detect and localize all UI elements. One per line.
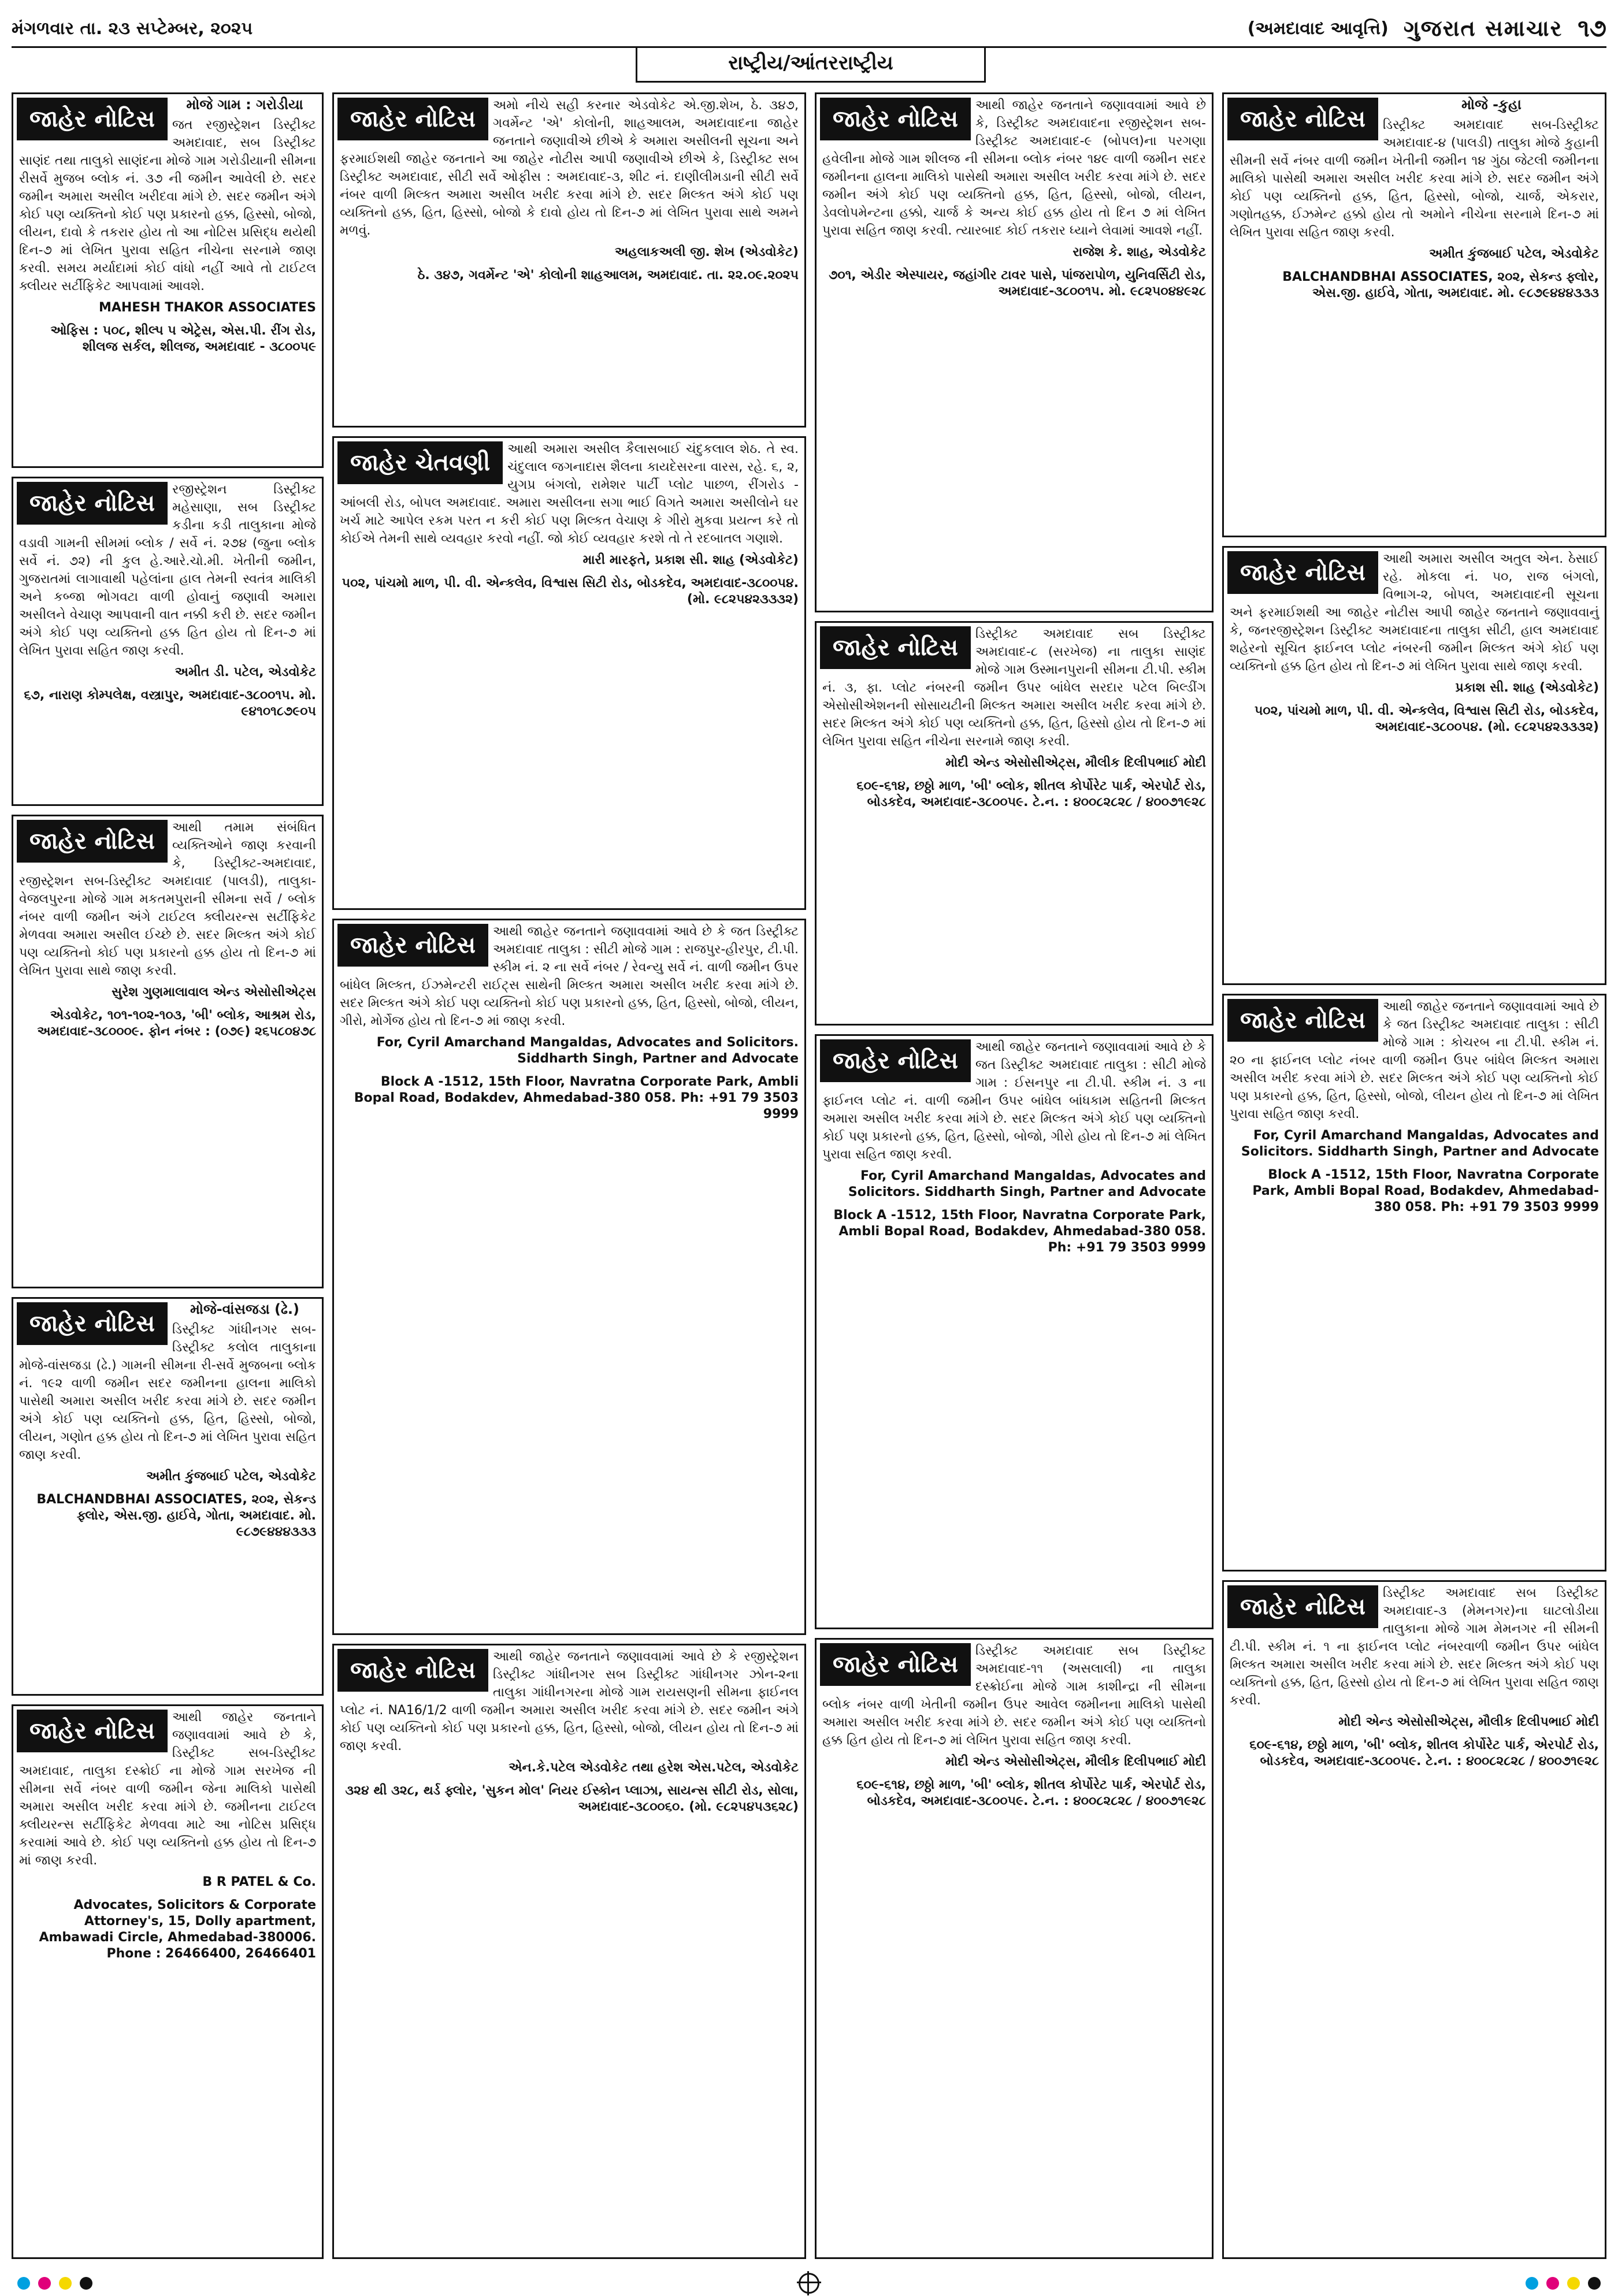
notice-heading: જાહેર નોટિસ	[17, 1302, 168, 1345]
notice-text: ડિસ્ટ્રીક્ટ અમદાવાદ સબ ડિસ્ટ્રીક્ટ અમદાવાદ-૧૧ (અસલાલી) ના તાલુકા દસ્ક્રોઈના મોજે ગામ કાશીન્દ્રા ની સીમના બ્લોક નંબર વાળી ખેતીની જમીન ઉપર આવેલ જમીનના માલિકો પાસેથી અમારા અસીલ ખરીદ કરવા માંગે છે. સદર જમીન અંગે કોઈ પણ વ્યક્તિનો હક્ક હિત હોય તો દિન-૭ માં લેખિત પુરાવા સહિત જાણ કરવી.	[822, 1644, 1206, 1748]
notice-box	[332, 1644, 806, 2259]
notice-address: Advocates, Solicitors & Corporate Attorney's, 15, Dolly apartment, Ambawadi Circle, Ahmedabad-380006. Phone : 26466400, 26466401	[39, 1898, 316, 1961]
notice-heading: જાહેર નોટિસ	[17, 98, 168, 140]
newspaper-brand: ગુજરાત સમાચાર	[1403, 15, 1563, 41]
notice-box	[12, 477, 324, 806]
notice-text: આથી અમારા અસીલ કૈલાસબાઈ ચંદુકલાલ શેઠ. તે સ્વ. ચંદુલાલ જગનાદાસ શૈલના કાયદેસરના વારસ, રહે. ૬, ૨, યુગપ્ર બંગલો, રામેશર પાર્ટી પ્લોટ પાછળ, રીંગરોડ - આંબલી રોડ, બોપલ અમદાવાદ. અમારા અસીલના સગા ભાઈ વિગતે અમારા અસીલોને ઘર ખર્ચ માટે આપેલ રકમ પરત ન કરી કોઈ પણ મિલ્કત વેચાણ કે ગીરો મુકવા પ્રયત્ન કરે તો કોઈએ તેમની સાથે વ્યવહાર કરવો નહીં. જો કોઈ વ્યવહાર કરશે તો તે રદબાતલ ગણાશે.	[340, 442, 799, 546]
notice-text: આથી જાહેર જનતાને જણાવવામાં આવે છે કે જત ડિસ્ટ્રીક્ટ અમદાવાદ તાલુકા : સીટી મોજે ગામ : રાજપુર-હીરપુર, ટી.પી. સ્કીમ નં. ૨ ના સર્વે નંબર / રેવન્યુ સર્વે નં. વાળી જમીન ઉપર બાંધેલ મિલ્કત, ઈઝમેન્ટરી રાઈટ્સ સાથેની મિલ્કત અમારા અસીલ ખરીદ કરવા માંગે છે. સદર મિલ્કત અંગે કોઈ પણ વ્યક્તિનો કોઈ પણ પ્રકારનો હક્ક, હિત, હિસ્સો, બોજો, લીયન, ગીરો, મોર્ગેજ હોય તો દિન-૭ માં જાણ કરવી.	[340, 924, 799, 1028]
notice-text: આથી જાહેર જનતાને જણાવવામાં આવે છે કે, ડિસ્ટ્રીક્ટ સબ-ડિસ્ટ્રીક્ટ અમદાવાદ, તાલુકા દસ્ક્રોઈ ના મોજે ગામ સરખેજ ની સીમના સર્વે નંબર વાળી જમીન જેના માલિકો પાસેથી અમારા અસીલ ખરીદ કરવા માંગે છે. જમીનના ટાઈટલ ક્લીયરન્સ સર્ટીફિકેટ મેળવવા માટે આ નોટિસ પ્રસિદ્ધ કરવામાં આવે છે. કોઈ પણ વ્યક્તિનો હક્ક હોય તો દિન-૭ માં જાણ કરવી.	[19, 1710, 316, 1868]
notice-signature: અમીત કુંજબાઈ પટેલ, એડવોકેટ	[1429, 247, 1599, 261]
notice-text: આથી જાહેર જનતાને જણાવવામાં આવે છે કે, ડિસ્ટ્રીક્ટ અમદાવાદના રજીસ્ટ્રેશન સબ-ડિસ્ટ્રીક્ટ અમદાવાદ-૯ (બોપલ)ના પરગણા હવેલીના મોજે ગામ શીલજ ની સીમના બ્લોક નંબર ૧૪૯ વાળી જમીન સદર જમીનના હાલના માલિકો પાસેથી અમારા અસીલ ખરીદ કરવા માંગે છે. સદર જમીન અંગે કોઈ પણ વ્યક્તિનો હક્ક, હિત, હિસ્સો, બોજો, લીયન, ડેવલોપમેન્ટના હક્કો, ચાર્જ કે અન્ય કોઈ હક્ક હોય તો દિન ૭ માં લેખિત પુરાવા સહિત જાણ કરવી. ત્યારબાદ કોઈ તકરાર ધ્યાને લેવામાં આવશે નહીં.	[822, 98, 1206, 238]
notice-address: ૫૦૨, પાંચમો માળ, પી. વી. એન્કલેવ, વિશ્વાસ સિટી રોડ, બોડકદેવ, અમદાવાદ-૩૮૦૦૫૪. (મો. ૯૮૨૫૪૨૩૩૩૨)	[1254, 704, 1599, 734]
notice-signature: મોદી એન્ડ એસોસીએટ્સ, મૌલીક દિલીપભાઈ મોદી	[945, 1755, 1206, 1769]
notice-text: રજીસ્ટ્રેશન ડિસ્ટ્રીક્ટ મહેસાણા, સબ ડિસ્ટ્રીક્ટ કડીના કડી તાલુકાના મોજે વડાવી ગામની સીમમાં બ્લોક / સર્વે નં. ૨૭૪ (જુના બ્લોક સર્વે નં. ૭૨) ની કુલ હે.આરે.ચો.મી. ખેતીની જમીન, ગુજરાતમાં લાગાવાથી પહેલાંના હાલ તેમની સ્વતંત્ર માલિકી અને કબ્જા ભોગવટા વાળી હોવાનું જણાવી અમારા અસીલને વેચાણ આપવાની વાત નક્કી કરી છે. સદર જમીન અંગે કોઈ પણ વ્યક્તિનો હક્ક હિત હોય તો દિન-૭ માં લેખિત પુરાવા સહિત જાણ કરવી.	[19, 482, 316, 658]
print-marks	[0, 2271, 1618, 2296]
notice-address: Block A -1512, 15th Floor, Navratna Corporate Park, Ambli Bopal Road, Bodakdev, Ahmedabad-380 058. Ph: +91 79 3503 9999	[1252, 1168, 1599, 1214]
notice-address: BALCHANDBHAI ASSOCIATES, ૨૦૨, સેકન્ડ ફ્લોર, એસ.જી. હાઈવે, ગોતા, અમદાવાદ. મો. ૯૮૭૯૪૪૪૩૩૩	[36, 1492, 316, 1539]
notice-address: ૩૨૪ થી ૩૨૮, થર્ડ ફ્લોર, 'સુકન મોલ' નિયર ઈસ્કોન પ્લાઝા, સાયન્સ સીટી રોડ, સોલા, અમદાવાદ-૩૮૦૦૬૦. (મો. ૯૮૨૫૪૫૩૬૨૮)	[345, 1784, 799, 1814]
notice-heading: જાહેર નોટિસ	[337, 924, 488, 967]
notice-address: ૭૦૧, એડીર એસ્પાયર, જહાંગીર ટાવર પાસે, પાંજરાપોળ, યુનિવર્સિટી રોડ, અમદાવાદ-૩૮૦૦૧૫. મો. ૯૮૨૫૦૪૪૯૨૮	[829, 268, 1206, 299]
notice-address: ૬૭, નારાણ કોમ્પલેક્ષ, વસ્ત્રાપુર, અમદાવાદ-૩૮૦૦૧૫. મો. ૯૪૧૦૧૮૭૯૦૫	[24, 688, 316, 719]
notice-heading: જાહેર નોટિસ	[17, 482, 168, 525]
notice-box	[332, 919, 806, 1635]
notice-box	[1222, 92, 1606, 537]
notice-address: ઠે. ૩૪૭, ગવર્મેન્ટ 'એ' કોલોની શાહઆલમ, અમદાવાદ. તા. ૨૨.૦૯.૨૦૨૫	[417, 268, 799, 283]
notice-signature: સુરેશ ગુણમાલાવાલ એન્ડ એસોસીએટ્સ	[112, 985, 316, 1000]
notice-signature: મોદી એન્ડ એસોસીએટ્સ, મૌલીક દિલીપભાઈ મોદી	[1338, 1715, 1599, 1729]
notice-heading: જાહેર ચેતવણી	[337, 441, 503, 484]
edition-label: (અમદાવાદ આવૃત્તિ)	[1247, 18, 1389, 39]
notice-signature: B R PATEL & Co.	[202, 1875, 316, 1889]
notice-address: ૬૦૯-૬૧૪, છઠ્ઠો માળ, 'બી' બ્લોક, શીતલ કોર્પોરેટ પાર્ક, એરપોર્ટ રોડ, બોડકદેવ, અમદાવાદ-૩૮૦૦૫૯. ટે.ન. : ૪૦૦૮૨૮૨૮ / ૪૦૦૭૧૯૨૮	[1249, 1738, 1599, 1769]
registration-mark-icon	[799, 2273, 819, 2294]
yellow-dot	[59, 2277, 72, 2290]
notice-heading: જાહેર નોટિસ	[17, 1710, 168, 1752]
notice-signature: અમીત કુંજબાઈ પટેલ, એડવોકેટ	[146, 1469, 316, 1484]
notice-signature: અહલાકઅલી જી. શેખ (એડવોકેટ)	[615, 245, 799, 259]
notice-address: ૫૦૨, પાંચમો માળ, પી. વી. એન્કલેવ, વિશ્વાસ સિટી રોડ, બોડકદેવ, અમદાવાદ-૩૮૦૦૫૪. (મો. ૯૮૨૫૪૨૩૩૩૨)	[342, 576, 799, 607]
notice-heading: જાહેર નોટિસ	[1227, 999, 1378, 1042]
notice-text: ડિસ્ટ્રીક્ટ અમદાવાદ સબ ડિસ્ટ્રીક્ટ અમદાવાદ-૩ (મેમનગર)ના ઘાટલોડીયા તાલુકાના મોજે ગામ મેમનગર ની સીમની ટી.પી. સ્કીમ નં. ૧ ના ફાઈનલ પ્લોટ નંબરવાળી જમીન ઉપર બાંધેલ મિલ્કત અમારા અસીલ ખરીદ કરવા માંગે છે. સદર મિલ્કત અંગે કોઈ પણ વ્યક્તિનો હક્ક, હિત, હિસ્સો હોય તો દિન-૭ માં લેખિત પુરાવા સહિત જાણ કરવી.	[1230, 1586, 1599, 1708]
section-title: રાષ્ટ્રીય/આંતરરાષ્ટ્રીય	[636, 46, 986, 83]
notice-text: અમો નીચે સહી કરનાર એડવોકેટ એ.જી.શેખ, ઠે. ૩૪૭, ગવર્મેન્ટ 'એ' કોલોની, શાહઆલમ, અમદાવાદના જાહેર જનતાને જણાવીએ છીએ કે અમારા અસીલની સૂચના અને ફરમાઈશથી જાહેર જનતાને આ જાહેર નોટીસ આપી જણાવીએ છીએ કે, ડિસ્ટ્રીક્ટ સબ ડિસ્ટ્રીક્ટ અમદાવાદ, સીટી સર્વે ઓફીસ : અમદાવાદ-૩, શીટ નં. દાણીલીમડાની સીટી સર્વે નંબર વાળી મિલ્કત અમારા અસીલ ખરીદ કરવા માંગે છે. સદર મિલ્કત અંગે કોઈ પણ વ્યક્તિનો હક્ક, હિત, હિસ્સો, બોજો કે દાવો હોય તો દિન-૭ માં લેખિત પુરાવા સાથે અમને મળવું.	[340, 98, 799, 238]
notice-heading: જાહેર નોટિસ	[1227, 98, 1378, 140]
notice-heading: જાહેર નોટિસ	[820, 1643, 971, 1686]
notice-box	[815, 621, 1214, 1026]
notice-signature: For, Cyril Amarchand Mangaldas, Advocates and Solicitors. Siddharth Singh, Partner and Advocate	[848, 1169, 1206, 1199]
masthead-right	[1248, 14, 1606, 43]
notice-box	[1222, 1580, 1606, 2259]
cyan-dot	[1526, 2277, 1538, 2290]
notice-address: ૬૦૯-૬૧૪, છઠ્ઠો માળ, 'બી' બ્લોક, શીતલ કોર્પોરેટ પાર્ક, એરપોર્ટ રોડ, બોડકદેવ, અમદાવાદ-૩૮૦૦૫૯. ટે.ન. : ૪૦૦૮૨૮૨૮ / ૪૦૦૭૧૯૨૮	[856, 1778, 1206, 1808]
notice-address: ઓફિસ : ૫૦૮, શીલ્પ ૫ એટ્રેસ, એસ.પી. રીંગ રોડ, શીલજ સર્કલ, શીલજ, અમદાવાદ - ૩૮૦૦૫૯	[50, 324, 316, 354]
black-dot	[80, 2277, 92, 2290]
notice-signature: એન.કે.પટેલ એડવોકેટ તથા હરેશ એસ.પટેલ, એડવોકેટ	[509, 1760, 799, 1775]
notice-address: Block A -1512, 15th Floor, Navratna Corporate Park, Ambli Bopal Road, Bodakdev, Ahmedabad-380 058. Ph: +91 79 3503 9999	[354, 1075, 799, 1121]
notice-signature: પ્રકાશ સી. શાહ (એડવોકેટ)	[1455, 681, 1599, 695]
notice-box	[815, 92, 1214, 612]
notice-text: ડિસ્ટ્રીક્ટ ગાંધીનગર સબ-ડિસ્ટ્રીક્ટ કલોલ તાલુકાના મોજે-વાંસજડા (ઢે.) ગામની સીમના રી-સર્વે મુજબના બ્લોક નં. ૧૯૨ વાળી જમીન સદર જમીનના હાલના માલિકો પાસેથી અમારા અસીલ ખરીદ કરવા માંગે છે. સદર જમીન અંગે કોઈ પણ વ્યક્તિનો હક્ક, હિત, હિસ્સો, બોજો, લીયન, ગણોત હક્ક હોય તો દિન-૭ માં લેખિત પુરાવા સહિત જાણ કરવી.	[19, 1322, 316, 1462]
notice-text: જત રજીસ્ટ્રેશન ડિસ્ટ્રીક્ટ અમદાવાદ, સબ ડિસ્ટ્રીક્ટ સાણંદ તથા તાલુકો સાણંદના મોજે ગામ ગરોડીયાની સીમના રીસર્વે મુજબ બ્લોક નં. ૩૭ ની જમીન આવેલી છે. સદર જમીન અમારા અસીલ ખરીદવા માંગે છે. સદર જમીન અંગે કોઈ પણ વ્યક્તિનો કોઈ પણ પ્રકારનો હક્ક, હિસ્સો, બોજો, લીયન, દાવો કે તકરાર હોય તો આ નોટિસ પ્રસિદ્ધ થયેથી દિન-૭ માં લેખિત પુરાવા સહિત નીચેના સરનામે જાણ કરવી. સમય મર્યાદામાં કોઈ વાંધો નહીં આવે તો ટાઈટલ ક્લીયર સર્ટીફિકેટ આપવામાં આવશે.	[19, 118, 316, 293]
notice-signature: રાજેશ કે. શાહ, એડવોકેટ	[1073, 245, 1206, 259]
notice-text: આથી જાહેર જનતાને જણાવવામાં આવે છે કે રજીસ્ટ્રેશન ડિસ્ટ્રીક્ટ ગાંધીનગર સબ ડિસ્ટ્રીક્ટ ગાંધીનગર ઝોન-૨ના તાલુકા ગાંધીનગરના મોજે ગામ રાયસણની સીમના ફાઈનલ પ્લોટ નં. NA16/1/2 વાળી જમીન અમારા અસીલ ખરીદ કરવા માંગે છે. સદર જમીન અંગે કોઈ પણ વ્યક્તિનો કોઈ પણ પ્રકારનો હક્ક, હિત, હિસ્સો, બોજો, લીયન હોય તો દિન-૭ માં જાણ કરવી.	[340, 1649, 799, 1753]
notice-heading: જાહેર નોટિસ	[337, 98, 488, 140]
notice-signature: For, Cyril Amarchand Mangaldas, Advocates and Solicitors. Siddharth Singh, Partner and Advocate	[376, 1035, 799, 1066]
notice-place: મોજે ગામ : ગરોડીયા	[186, 96, 303, 113]
notice-heading: જાહેર નોટિસ	[1227, 1585, 1378, 1628]
notice-heading: જાહેર નોટિસ	[337, 1649, 488, 1692]
notice-place: મોજે -કુહા	[1461, 96, 1521, 113]
notice-address: BALCHANDBHAI ASSOCIATES, ૨૦૨, સેકન્ડ ફ્લોર, એસ.જી. હાઈવે, ગોતા, અમદાવાદ. મો. ૯૮૭૯૪૪૪૩૩૩	[1282, 270, 1599, 300]
notice-box	[12, 1704, 324, 2259]
notice-box	[12, 815, 324, 1288]
black-dot	[1588, 2277, 1601, 2290]
notice-text: ડિસ્ટ્રીક્ટ અમદાવાદ સબ-ડિસ્ટ્રીક્ટ અમદાવાદ-૪ (પાલડી) તાલુકા મોજે કુહાની સીમની સર્વે નંબર વાળી જમીન ખેતીની જમીન ૧૪ ગુંઠા જેટલી જમીનના માલિકો પાસેથી અમારા અસીલ ખરીદ કરવા માંગે છે. સદર જમીન અંગે કોઈ પણ વ્યક્તિનો હક્ક, હિત, હિસ્સો, બોજો, ચાર્જ, એકરાર, ગણોતહક્ક, ઈઝમેન્ટ હક્કો હોય તો અમોને નીચેના સરનામે દિન-૭ માં લેખિત પુરાવા સહિત જાણ કરવી.	[1230, 118, 1599, 240]
notice-signature: MAHESH THAKOR ASSOCIATES	[98, 300, 316, 315]
notice-address: એડવોકેટ, ૧૦૧-૧૦૨-૧૦૩, 'બી' બ્લોક, આશ્રમ રોડ, અમદાવાદ-૩૮૦૦૦૯. ફોન નંબર : (૦૭૯) ૨૬૫૮૦૪૭૮	[37, 1008, 316, 1039]
issue-date: મંગળવાર તા. ૨૩ સપ્ટેમ્બર, ૨૦૨૫	[12, 18, 253, 39]
notice-box	[815, 1034, 1214, 1629]
notice-signature: મોદી એન્ડ એસોસીએટ્સ, મૌલીક દિલીપભાઈ મોદી	[945, 756, 1206, 770]
notice-heading: જાહેર નોટિસ	[1227, 551, 1378, 594]
notice-heading: જાહેર નોટિસ	[17, 820, 168, 863]
notice-address: ૬૦૯-૬૧૪, છઠ્ઠો માળ, 'બી' બ્લોક, શીતલ કોર્પોરેટ પાર્ક, એરપોર્ટ રોડ, બોડકદેવ, અમદાવાદ-૩૮૦૦૫૯. ટે.ન. : ૪૦૦૮૨૮૨૮ / ૪૦૦૭૧૯૨૮	[856, 779, 1206, 809]
magenta-dot	[38, 2277, 51, 2290]
notice-box	[332, 436, 806, 910]
notice-text: આથી તમામ સંબંધિત વ્યક્તિઓને જાણ કરવાની કે, ડિસ્ટ્રીક્ટ-અમદાવાદ, રજીસ્ટ્રેશન સબ-ડિસ્ટ્રીક્ટ અમદાવાદ (પાલડી), તાલુકા-વેજલપુરના મોજે ગામ મકતમપુરાની સીમના સર્વે / બ્લોક નંબર વાળી જમીન અંગે ટાઈટલ ક્લીયરન્સ સર્ટીફિકેટ મેળવવા અમારા અસીલ ઈચ્છે છે. સદર મિલ્કત અંગે કોઈ પણ વ્યક્તિનો કોઈ પણ પ્રકારનો હક્ક હોય તો દિન-૭ માં લેખિત પુરાવા સાથે જાણ કરવી.	[19, 820, 316, 978]
notice-box	[12, 1297, 324, 1696]
page-number: ૧૭	[1578, 14, 1606, 42]
notice-text: આથી જાહેર જનતાને જણાવવામાં આવે છે કે જત ડિસ્ટ્રીક્ટ અમદાવાદ તાલુકા : સીટી મોજે ગામ : કોચરબ ના ટી.પી. સ્કીમ નં. ૨૦ ના ફાઈનલ પ્લોટ નંબર વાળી જમીન ઉપર બાંધેલ મિલ્કત અમારા અસીલ ખરીદ કરવા માંગે છે. સદર મિલ્કત અંગે કોઈ પણ વ્યક્તિનો કોઈ પણ પ્રકારનો હક્ક, હિત, હિસ્સો, બોજો, લીયન હોય તો દિન-૭ માં લેખિત પુરાવા સહિત જાણ કરવી.	[1230, 1000, 1599, 1121]
notice-box	[12, 92, 324, 468]
notice-heading: જાહેર નોટિસ	[820, 98, 971, 140]
color-bar-right	[1526, 2277, 1601, 2290]
notice-box	[332, 92, 806, 428]
notice-heading: જાહેર નોટિસ	[820, 1039, 971, 1082]
notice-text: આથી અમારા અસીલ અતુલ એન. ઠેસાઈ રહે. મોકલા નં. ૫૦, રાજ બંગલો, વિભાગ-૨, બોપલ, અમદાવાદની સૂચના અને ફરમાઈશથી આ જાહેર નોટીસ આપી જાહેર જનતાને જણાવવાનું કે, જનરજીસ્ટ્રેશન ડિસ્ટ્રીક્ટ અમદાવાદના તાલુકા સીટી, હાલ અમદાવાદ શહેરનો સૂચિત ફાઈનલ પ્લોટ નંબરની જમીન મિલ્કત અંગે કોઈ પણ વ્યક્તિનો હક્ક હિત હોય તો દિન-૭ માં લેખિત પુરાવા સાથે જાણ કરવી.	[1230, 552, 1599, 674]
notice-place: મોજે-વાંસજડા (ઢે.)	[190, 1301, 299, 1317]
notice-heading: જાહેર નોટિસ	[820, 626, 971, 669]
notice-text: ડિસ્ટ્રીક્ટ અમદાવાદ સબ ડિસ્ટ્રીક્ટ અમદાવાદ-૮ (સરખેજ) ના તાલુકા સાણંદ મોજે ગામ ઉસ્માનપુરાની સીમના ટી.પી. સ્કીમ નં. ૩, ફા. પ્લોટ નંબરની જમીન ઉપર બાંધેલ સરદાર પટેલ બિલ્ડીંગ એસોસીએશનની સોસાયટીની મિલ્કત અમારા અસીલ ખરીદ કરવા માંગે છે. સદર મિલ્કત અંગે કોઈ પણ વ્યક્તિનો હક્ક, હિત, હિસ્સો હોય તો દિન-૭ માં લેખિત પુરાવા સહિત નીચેના સરનામે જાણ કરવી.	[822, 627, 1206, 749]
notice-address: Block A -1512, 15th Floor, Navratna Corporate Park, Ambli Bopal Road, Bodakdev, Ahmedabad-380 058. Ph: +91 79 3503 9999	[833, 1208, 1206, 1255]
notice-signature: અમીત ડી. પટેલ, એડવોકેટ	[175, 665, 316, 679]
notice-signature: For, Cyril Amarchand Mangaldas, Advocates and Solicitors. Siddharth Singh, Partner and Advocate	[1241, 1128, 1599, 1159]
notice-box	[815, 1638, 1214, 2259]
notice-signature: મારી મારફતે, પ્રકાશ સી. શાહ (એડવોકેટ)	[582, 553, 799, 567]
page-header	[12, 10, 1606, 48]
yellow-dot	[1567, 2277, 1580, 2290]
magenta-dot	[1546, 2277, 1559, 2290]
color-bar-left	[17, 2277, 92, 2290]
cyan-dot	[17, 2277, 30, 2290]
notice-box	[1222, 546, 1606, 985]
notice-box	[1222, 994, 1606, 1571]
notice-text: આથી જાહેર જનતાને જણાવવામાં આવે છે કે જત ડિસ્ટ્રીક્ટ અમદાવાદ તાલુકા : સીટી મોજે ગામ : ઈસનપુર ના ટી.પી. સ્કીમ નં. ૩ ના ફાઈનલ પ્લોટ નં. વાળી જમીન ઉપર બાંધેલ બાંધકામ સહિતની મિલ્કત અમારા અસીલ ખરીદ કરવા માંગે છે. સદર મિલ્કત અંગે કોઈ પણ વ્યક્તિનો કોઈ પણ પ્રકારનો હક્ક, હિત, હિસ્સો, બોજો, ગીરો હોય તો દિન-૭ માં લેખિત પુરાવા સહિત જાણ કરવી.	[822, 1040, 1206, 1162]
